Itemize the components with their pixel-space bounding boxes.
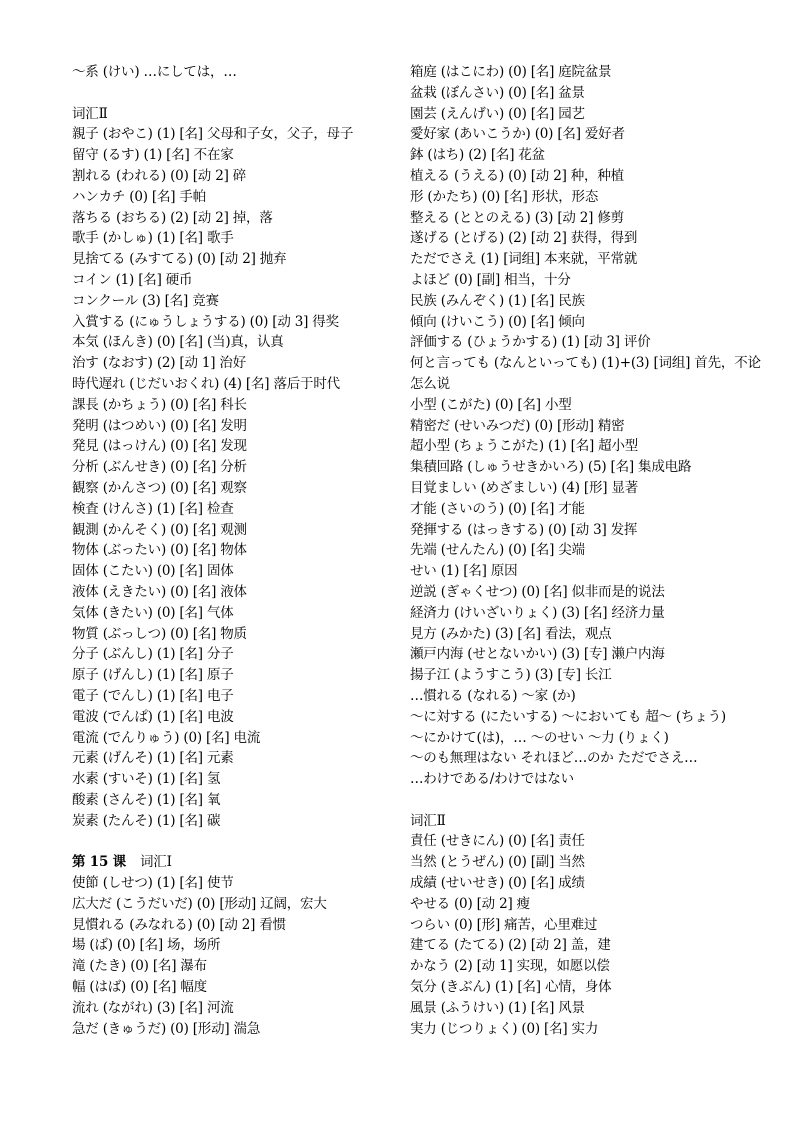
- vocab-entry: よほど (0) [副] 相当，十分: [410, 271, 571, 288]
- vocab-entry: 風景 (ふうけい) (1) [名] 风景: [410, 999, 585, 1016]
- vocab-entry: 民族 (みんぞく) (1) [名] 民族: [410, 292, 585, 309]
- vocab-entry: 愛好家 (あいこうか) (0) [名] 爱好者: [410, 126, 625, 143]
- vocab-entry: 〜のも無理はない それほど…のか ただでさえ…: [410, 750, 698, 767]
- vocab-entry: 酸素 (さんそ) (1) [名] 氧: [72, 791, 221, 808]
- vocab-entry: せい (1) [名] 原因: [410, 563, 518, 580]
- vocab-entry: 経済力 (けいざいりょく) (3) [名] 经济力量: [410, 604, 665, 621]
- vocab-entry: 広大だ (こうだいだ) (0) [形动] 辽阔，宏大: [72, 895, 327, 912]
- blank-line: [72, 831, 388, 852]
- vocab-entry: 検査 (けんさ) (1) [名] 检查: [72, 500, 234, 517]
- vocab-entry: 水素 (すいそ) (1) [名] 氢: [72, 771, 221, 788]
- vocab-entry: 留守 (るす) (1) [名] 不在家: [72, 147, 234, 164]
- vocab-entry: 園芸 (えんげい) (0) [名] 园艺: [410, 105, 585, 122]
- vocab-entry: 実力 (じつりょく) (0) [名] 实力: [410, 1020, 599, 1037]
- vocab-entry: 観察 (かんさつ) (0) [名] 观察: [72, 479, 247, 496]
- vocab-entry: 電子 (でんし) (1) [名] 电子: [72, 687, 234, 704]
- vocab-entry: かなう (2) [动 1] 实现，如愿以偿: [410, 958, 610, 975]
- vocab-entry: …慣れる (なれる) 〜家 (か): [410, 687, 576, 704]
- lesson-heading: [72, 852, 388, 873]
- vocab-entry: 課長 (かちょう) (0) [名] 科长: [72, 396, 247, 413]
- vocab-entry: 固体 (こたい) (0) [名] 固体: [72, 563, 234, 580]
- vocab-entry: 集積回路 (しゅうせきかいろ) (5) [名] 集成电路: [410, 459, 692, 476]
- vocab-entry: 場 (ば) (0) [名] 场，场所: [72, 937, 221, 954]
- vocab-entry: 遂げる (とげる) (2) [动 2] 获得，得到: [410, 230, 638, 247]
- vocab-entry: 使節 (しせつ) (1) [名] 使节: [72, 875, 234, 892]
- vocab-entry: 鉢 (はち) (2) [名] 花盆: [410, 147, 545, 164]
- vocab-entry: 〜に対する (にたいする) 〜においても 超〜 (ちょう): [410, 708, 726, 725]
- right-column: [410, 62, 762, 1039]
- vocab-entry: 気分 (きぶん) (1) [名] 心情，身体: [410, 979, 612, 996]
- vocab-entry: 発揮する (はっきする) (0) [动 3] 发挥: [410, 521, 638, 538]
- blank-line: [410, 790, 762, 811]
- vocab-entry: 物質 (ぶっしつ) (0) [名] 物质: [72, 625, 247, 642]
- vocab-entry: 超小型 (ちょうこがた) (1) [名] 超小型: [410, 438, 639, 455]
- vocab-entry: 電流 (でんりゅう) (0) [名] 电流: [72, 729, 261, 746]
- vocab-entry: やせる (0) [动 2] 瘦: [410, 895, 530, 912]
- vocab-entry: 精密だ (せいみつだ) (0) [形动] 精密: [410, 417, 625, 434]
- vocab-entry: 元素 (げんそ) (1) [名] 元素: [72, 750, 234, 767]
- vocab-entry: 〜系 (けい) …にしては，…: [72, 64, 237, 80]
- vocab-entry: 当然 (とうぜん) (0) [副] 当然: [410, 854, 585, 871]
- vocab-entry: 流れ (ながれ) (3) [名] 河流: [72, 999, 234, 1016]
- vocab-entry: 液体 (えきたい) (0) [名] 液体: [72, 583, 247, 600]
- vocab-entry: 逆説 (ぎゃくせつ) (0) [名] 似非而是的说法: [410, 583, 665, 600]
- vocab-entry: 成績 (せいせき) (0) [名] 成绩: [410, 875, 585, 892]
- vocab-entry: 幅 (はば) (0) [名] 幅度: [72, 979, 207, 996]
- vocab-entry: 見方 (みかた) (3) [名] 看法，观点: [410, 625, 612, 642]
- section-heading: 词汇Ⅱ: [410, 812, 446, 829]
- vocab-entry: 揚子江 (ようすこう) (3) [专] 长江: [410, 667, 612, 684]
- vocab-entry: 形 (かたち) (0) [名] 形状，形态: [410, 188, 599, 205]
- vocab-entry: 植える (うえる) (0) [动 2] 种，种植: [410, 167, 624, 184]
- vocab-entry: 責任 (せきにん) (0) [名] 责任: [410, 833, 585, 850]
- vocab-entry: 電波 (でんぱ) (1) [名] 电波: [72, 708, 234, 725]
- left-column: [72, 62, 388, 1039]
- blank-line: [72, 83, 388, 104]
- vocab-entry: 入賞する (にゅうしょうする) (0) [动 3] 得奖: [72, 313, 339, 330]
- vocab-entry: 割れる (われる) (0) [动 2] 碎: [72, 167, 247, 184]
- vocab-entry: 分析 (ぶんせき) (0) [名] 分析: [72, 459, 247, 476]
- vocab-entry: 先端 (せんたん) (0) [名] 尖端: [410, 542, 585, 559]
- vocab-entry: 発見 (はっけん) (0) [名] 发现: [72, 438, 247, 455]
- vocab-entry: 落ちる (おちる) (2) [动 2] 掉，落: [72, 209, 273, 226]
- vocab-entry: 盆栽 (ぼんさい) (0) [名] 盆景: [410, 84, 585, 101]
- vocab-entry: 建てる (たてる) (2) [动 2] 盖，建: [410, 937, 611, 954]
- lesson-number: 第 15 课: [72, 854, 126, 871]
- vocab-entry: 見慣れる (みなれる) (0) [动 2] 看惯: [72, 916, 286, 933]
- vocab-entry: 観測 (かんそく) (0) [名] 观测: [72, 521, 247, 538]
- vocab-entry: 分子 (ぶんし) (1) [名] 分子: [72, 646, 234, 663]
- vocab-entry: 瀬戸内海 (せとないかい) (3) [专] 濑户内海: [410, 646, 665, 663]
- vocab-entry: 物体 (ぶったい) (0) [名] 物体: [72, 542, 247, 559]
- vocab-entry: コンクール (3) [名] 竞赛: [72, 292, 219, 309]
- vocab-entry: 才能 (さいのう) (0) [名] 才能: [410, 500, 585, 517]
- vocab-entry: 箱庭 (はこにわ) (0) [名] 庭院盆景: [410, 64, 612, 80]
- vocab-entry: 評価する (ひょうかする) (1) [动 3] 评价: [410, 334, 651, 351]
- vocab-entry: 傾向 (けいこう) (0) [名] 倾向: [410, 313, 585, 330]
- vocab-entry: 目覚ましい (めざましい) (4) [形] 显著: [410, 479, 639, 496]
- vocab-entry: 気体 (きたい) (0) [名] 气体: [72, 604, 234, 621]
- vocab-entry: 歌手 (かしゅ) (1) [名] 歌手: [72, 230, 234, 247]
- vocab-entry: 治す (なおす) (2) [动 1] 治好: [72, 355, 247, 372]
- vocab-entry: 〜にかけて(は)，… 〜のせい 〜力 (りょく): [410, 729, 669, 746]
- vocab-entry: 本気 (ほんき) (0) [名] (当)真，认真: [72, 334, 284, 351]
- vocab-entry: つらい (0) [形] 痛苦，心里难过: [410, 916, 598, 933]
- vocab-entry: 急だ (きゅうだ) (0) [形动] 湍急: [72, 1020, 261, 1037]
- vocab-entry: 炭素 (たんそ) (1) [名] 碳: [72, 812, 221, 829]
- vocab-entry: 発明 (はつめい) (0) [名] 发明: [72, 417, 247, 434]
- vocab-entry: 親子 (おやこ) (1) [名] 父母和子女，父子，母子: [72, 126, 354, 143]
- section-label: 词汇Ⅰ: [140, 854, 172, 871]
- vocab-entry: …わけである/わけではない: [410, 771, 574, 788]
- vocab-entry: ただでさえ (1) [词组] 本来就，平常就: [410, 251, 638, 268]
- vocab-entry: 整える (ととのえる) (3) [动 2] 修剪: [410, 209, 624, 226]
- vocab-entry: 何と言っても (なんといっても) (1)+(3) [词组] 首先，不论怎么说: [410, 355, 761, 392]
- vocab-entry: ハンカチ (0) [名] 手帕: [72, 188, 207, 205]
- vocab-entry: 小型 (こがた) (0) [名] 小型: [410, 396, 572, 413]
- vocab-entry: 滝 (たき) (0) [名] 瀑布: [72, 958, 207, 975]
- vocab-entry: 時代遅れ (じだいおくれ) (4) [名] 落后于时代: [72, 375, 340, 392]
- section-heading: 词汇Ⅱ: [72, 105, 108, 122]
- vocab-entry: 原子 (げんし) (1) [名] 原子: [72, 667, 234, 684]
- vocab-entry: コイン (1) [名] 硬币: [72, 271, 193, 288]
- vocab-entry: 見捨てる (みすてる) (0) [动 2] 抛弃: [72, 251, 287, 268]
